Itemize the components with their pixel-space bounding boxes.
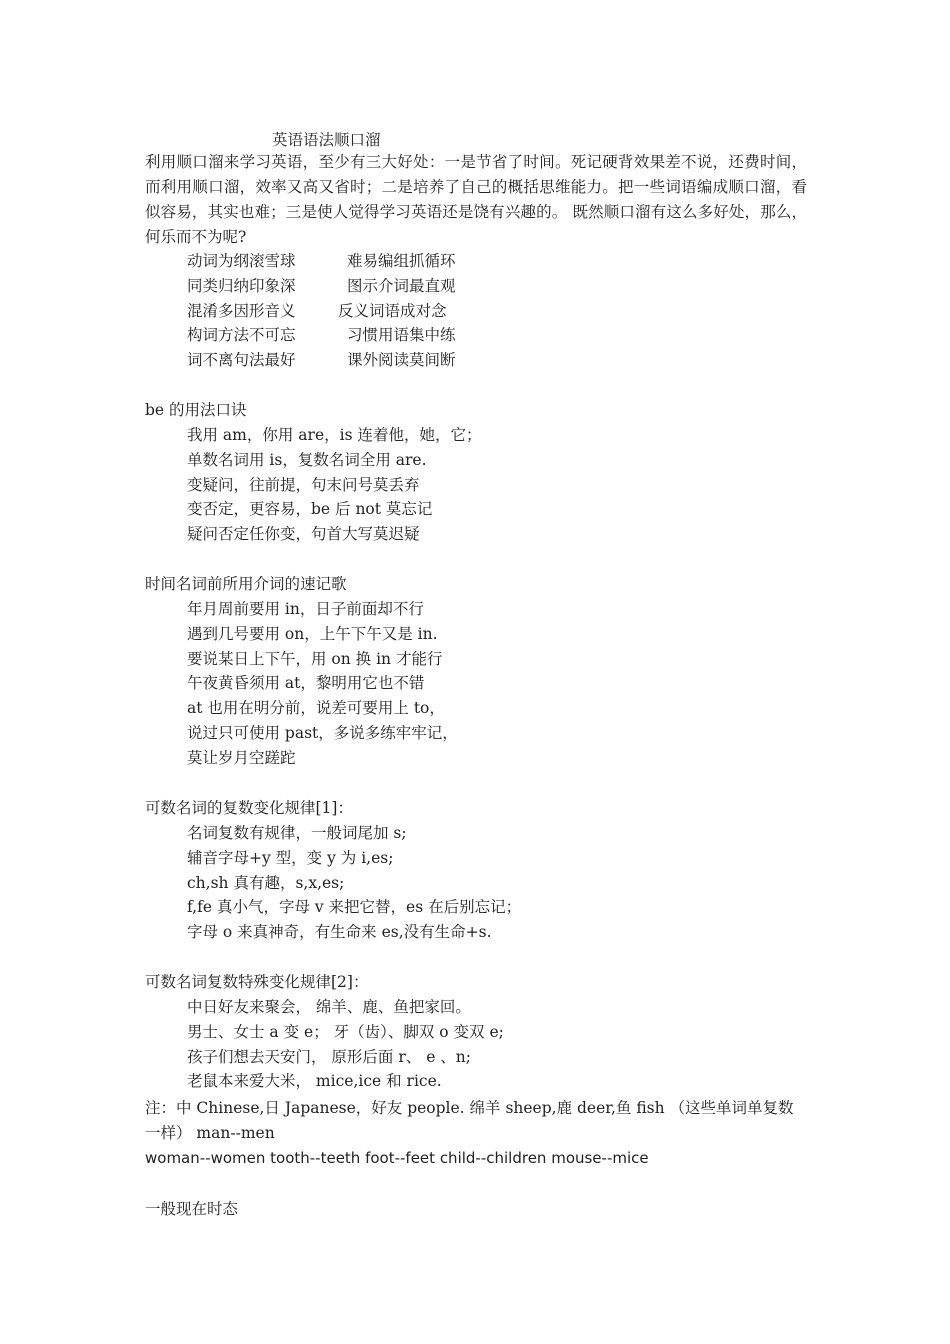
section-line: 午夜黄昏须用 at，黎明用它也不错 (187, 674, 425, 693)
note-text: 注：中 Chinese,日 Japanese，好友 people. 绵羊 sheep,鹿 deer,鱼 fish （这些单词单复数一样） man--men (145, 1099, 794, 1142)
time-prepositions-section (145, 572, 458, 771)
poem-line: 词不离句法最好 课外阅读莫间断 (187, 351, 456, 370)
section-heading: be 的用法口诀 (145, 401, 247, 419)
section-line: 莫让岁月空蹉跎 (187, 748, 296, 767)
section-line: 中日好友来聚会， 绵羊、鹿、鱼把家回。 (187, 998, 471, 1016)
note-examples: woman--women tooth--teeth foot--feet child--children mouse--mice (145, 1149, 649, 1167)
poem-line: 动词为纲滚雪球 难易编组抓循环 (187, 252, 456, 270)
section-line: 单数名词用 is，复数名词全用 are. (187, 450, 427, 469)
section-line: f,fe 真小气，字母 v 来把它替，es 在后别忘记； (187, 898, 522, 917)
section-heading: 可数名词的复数变化规律[1]： (145, 799, 353, 817)
section-line: 老鼠本来爱大米， mice,ice 和 rice. (187, 1072, 442, 1091)
section-line: 年月周前要用 in，日子前面却不行 (187, 600, 424, 618)
poem-line: 构词方法不可忘 习惯用语集中练 (187, 326, 456, 345)
section-line: 男士、女士 a 变 e； 牙（齿）、脚双 o 变双 e; (187, 1022, 504, 1041)
section-line: at 也用在明分前，说差可要用上 to， (187, 699, 445, 718)
section-line: 辅音字母+y 型，变 y 为 i,es; (187, 848, 394, 867)
special-plural-section (145, 970, 504, 1094)
poem-block (187, 249, 456, 373)
poem-line: 混淆多因形音义 反义词语成对念 (187, 301, 447, 320)
section-line: 变否定，更容易，be 后 not 莫忘记 (187, 500, 433, 519)
intro-paragraph: 利用顺口溜来学习英语，至少有三大好处：一是节省了时间。死记硬背效果差不说，还费时间，而利用顺口溜，效率又高又省时；二是培养了自己的概括思维能力。把一些词语编成顺口溜，看似容易，其实也难；三是使人觉得学习英语还是饶有兴趣的。 既然顺口溜有这么多好处，那么，何乐而不为呢? (145, 153, 807, 246)
section-line: 名词复数有规律，一般词尾加 s; (187, 824, 407, 842)
plural-rules-section (145, 796, 521, 945)
section-line: 我用 am，你用 are，is 连着他，她，它； (187, 426, 482, 444)
section-line: 变疑问，往前提，句末问号莫丢弃 (187, 475, 420, 494)
section-heading: 一般现在时态 (145, 1200, 239, 1218)
section-heading: 时间名词前所用介词的速记歌 (145, 575, 347, 593)
page-title: 英语语法顺口溜 (272, 131, 381, 149)
be-usage-section (145, 398, 481, 547)
section-line: ch,sh 真有趣，s,x,es; (187, 873, 345, 892)
section-line: 遇到几号要用 on，上午下午又是 in. (187, 624, 438, 643)
note-paragraph (145, 1096, 807, 1171)
section-line: 说过只可使用 past，多说多练牢牢记， (187, 723, 458, 742)
section-line: 疑问否定任你变，句首大写莫迟疑 (187, 525, 420, 544)
section-line: 要说某日上下午，用 on 换 in 才能行 (187, 649, 443, 668)
section-heading: 可数名词复数特殊变化规律[2]： (145, 973, 369, 991)
poem-line: 同类归纳印象深 图示介词最直观 (187, 276, 456, 295)
section-line: 孩子们想去天安门， 原形后面 r、 e 、n; (187, 1047, 471, 1066)
section-line: 字母 o 来真神奇，有生命来 es,没有生命+s. (187, 923, 492, 942)
